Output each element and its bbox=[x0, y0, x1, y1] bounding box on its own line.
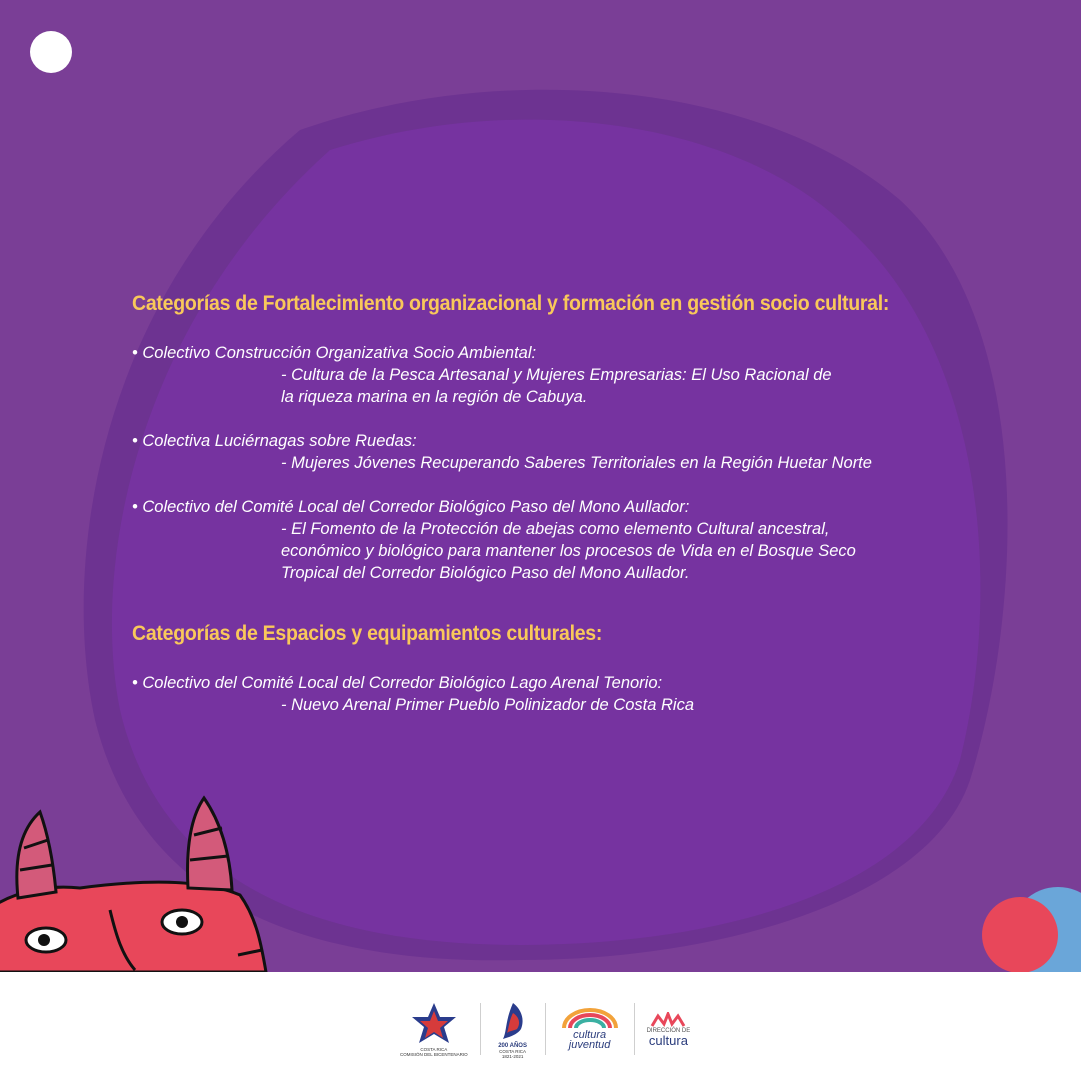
rainbow-icon bbox=[558, 1008, 622, 1030]
collective-name: • Colectiva Luciérnagas sobre Ruedas: bbox=[132, 432, 417, 450]
content-area bbox=[132, 290, 1012, 716]
logo-text: COMISIÓN DEL BICENTENARIO bbox=[400, 1052, 468, 1057]
logo-text: COSTA RICA bbox=[499, 1049, 527, 1054]
footer-logos bbox=[0, 972, 1081, 1081]
category-title-2: Categorías de Espacios y equipamientos culturales: bbox=[132, 622, 603, 645]
divider bbox=[480, 1003, 481, 1055]
logo-text: 200 AÑOS bbox=[498, 1043, 527, 1049]
logo-text: COSTA RICA bbox=[420, 1047, 448, 1052]
project-description: - El Fomento de la Protección de abejas como elemento Cultural ancestral, económico y biológico para mantener los procesos de Vida en el Bosque Seco Tropical del Corredor Biológico Paso del Mono Aullador. bbox=[281, 520, 856, 582]
list-item bbox=[132, 342, 1012, 408]
collective-name: • Colectivo del Comité Local del Corredor Biológico Lago Arenal Tenorio: bbox=[132, 674, 663, 692]
logo-text: cultura bbox=[573, 1029, 607, 1041]
star-icon bbox=[408, 1001, 460, 1047]
divider bbox=[634, 1003, 635, 1055]
divider bbox=[545, 1003, 546, 1055]
list-item bbox=[132, 672, 1012, 716]
crown-icon bbox=[648, 1012, 688, 1028]
bicentenario-200-logo bbox=[493, 999, 533, 1059]
collective-name: • Colectivo del Comité Local del Corredor Biológico Paso del Mono Aullador: bbox=[132, 498, 690, 516]
hummingbird-icon bbox=[493, 999, 533, 1043]
logo-text: 1821-2021 bbox=[501, 1054, 524, 1059]
direccion-cultura-logo bbox=[647, 1012, 691, 1047]
ministerio-cultura-juventud-logo bbox=[558, 1008, 622, 1050]
logo-text: cultura bbox=[648, 1032, 688, 1048]
project-description: - Nuevo Arenal Primer Pueblo Polinizador de Costa Rica bbox=[281, 696, 694, 714]
project-description: - Cultura de la Pesca Artesanal y Mujeres Empresarias: El Uso Racional de la riqueza marina en la región de Cabuya. bbox=[281, 366, 832, 406]
red-circle-icon bbox=[982, 897, 1058, 972]
list-item bbox=[132, 430, 1012, 474]
white-dot-icon bbox=[30, 31, 72, 73]
list-item bbox=[132, 496, 1012, 584]
project-description: - Mujeres Jóvenes Recuperando Saberes Territoriales en la Región Huetar Norte bbox=[281, 454, 872, 472]
logo-text: DIRECCIÓN DE bbox=[646, 1027, 691, 1034]
category-title-1: Categorías de Fortalecimiento organizacional y formación en gestión socio cultural: bbox=[132, 292, 890, 315]
logo-text: juventud bbox=[568, 1039, 611, 1051]
collective-name: • Colectivo Construcción Organizativa Socio Ambiental: bbox=[132, 344, 537, 362]
bicentenario-commission-logo bbox=[400, 1001, 468, 1057]
